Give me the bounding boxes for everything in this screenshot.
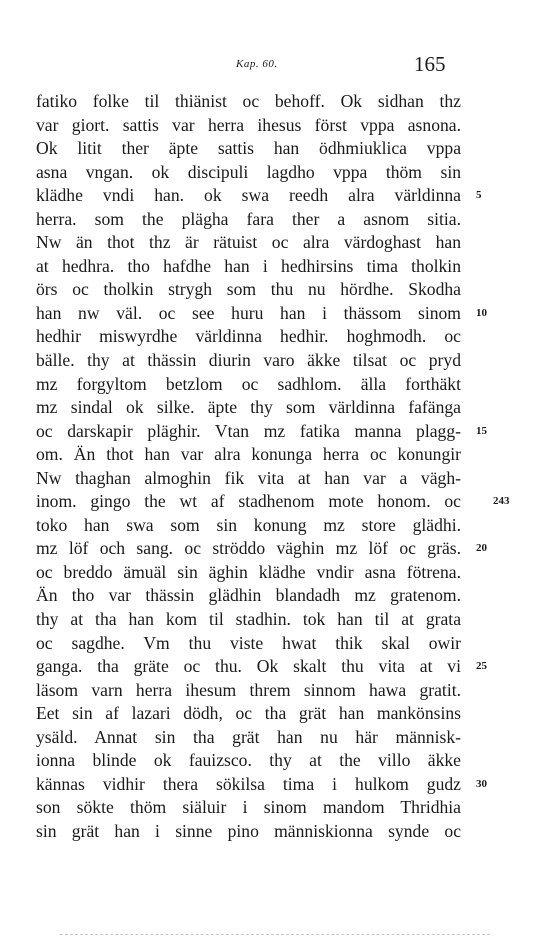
text-line: om. Än thot han var alra konunga herra oc konungir	[36, 444, 461, 465]
text-line: at hedhra. tho hafdhe han i hedhirsins tima tholkin	[36, 255, 461, 276]
bottom-edge-rule	[60, 934, 490, 935]
text-line: mz forgyltom betzlom oc sadhlom. älla forthäkt	[36, 373, 461, 394]
text-line: klädhe vndi han. ok swa reedh alra världinna 5	[36, 184, 461, 208]
text-line: oc darskapir pläghir. Vtan mz fatika manna plagg- 15	[36, 420, 461, 444]
page-number: 165	[414, 52, 446, 76]
body-text	[36, 90, 510, 844]
page-header	[0, 52, 560, 82]
text-line: herra. som the plägha fara ther a asnom sitia.	[36, 208, 461, 229]
text-line: ysäld. Annat sin tha grät han nu här människ-	[36, 726, 461, 747]
text-line: Än tho var thässin glädhin blandadh mz gratenom.	[36, 585, 461, 606]
text-line: ionna blinde ok fauizsco. thy at the villo äkke	[36, 750, 461, 771]
text-line: fatiko folke til thiänist oc behoff. Ok sidhan thz	[36, 91, 461, 111]
text-line: läsom varn herra ihesum threm sinnom hawa gratit.	[36, 679, 461, 700]
text-line: toko han swa som sin konung mz store glädhi.	[36, 514, 461, 535]
text-line: oc breddo ämuäl sin äghin klädhe vndir asna fötrena.	[36, 561, 461, 582]
text-line: kännas vidhir thera sökilsa tima i hulkom gudz 30	[36, 773, 461, 797]
margin-reference: 243	[493, 495, 510, 508]
text-line: oc sagdhe. Vm thu viste hwat thik skal owir	[36, 632, 461, 653]
text-line: hedhir miswyrdhe världinna hedhir. hoghmodh. oc	[36, 326, 461, 347]
text-line: Eet sin af lazari dödh, oc tha grät han mankönsins	[36, 703, 461, 724]
text-line: ganga. tha gräte oc thu. Ok skalt thu vita at vi 25	[36, 655, 461, 679]
line-number: 20	[476, 542, 487, 555]
text-line: örs oc tholkin strygh som thu nu hördhe. Skodha	[36, 279, 461, 300]
text-line: Nw thaghan almoghin fik vita at han var a vägh-	[36, 467, 461, 488]
text-line: Nw än thot thz är rätuist oc alra värdoghast han	[36, 232, 461, 253]
line-number: 25	[476, 660, 487, 673]
text-line: mz löf och sang. oc ströddo väghin mz löf oc gräs. 20	[36, 537, 461, 561]
line-number: 10	[476, 306, 487, 319]
text-line: bälle. thy at thässin diurin varo äkke tilsat oc pryd	[36, 350, 461, 371]
text-line: son sökte thöm siäluir i sinom mandom Thridhia	[36, 797, 461, 818]
line-number: 15	[476, 424, 487, 437]
line-number: 5	[476, 189, 482, 202]
text-line: mz sindal ok silke. äpte thy som världinna fafänga	[36, 397, 461, 418]
text-line: han nw väl. oc see huru han i thässom sinom 10	[36, 302, 461, 326]
text-line: Ok litit ther äpte sattis han ödhmiuklica vppa	[36, 138, 461, 159]
text-line: asna vngan. ok discipuli lagdho vppa thöm sin	[36, 161, 461, 182]
text-line: sin grät han i sinne pino människionna synde oc	[36, 820, 461, 841]
line-number: 30	[476, 777, 487, 790]
text-line: inom. gingo the wt af stadhenom mote honom. oc 243	[36, 490, 461, 514]
text-line: thy at tha han kom til stadhin. tok han til at grata	[36, 609, 461, 630]
text-line: var giort. sattis var herra ihesus först vppa asnona.	[36, 114, 461, 135]
running-head: Kap. 60.	[236, 58, 278, 70]
